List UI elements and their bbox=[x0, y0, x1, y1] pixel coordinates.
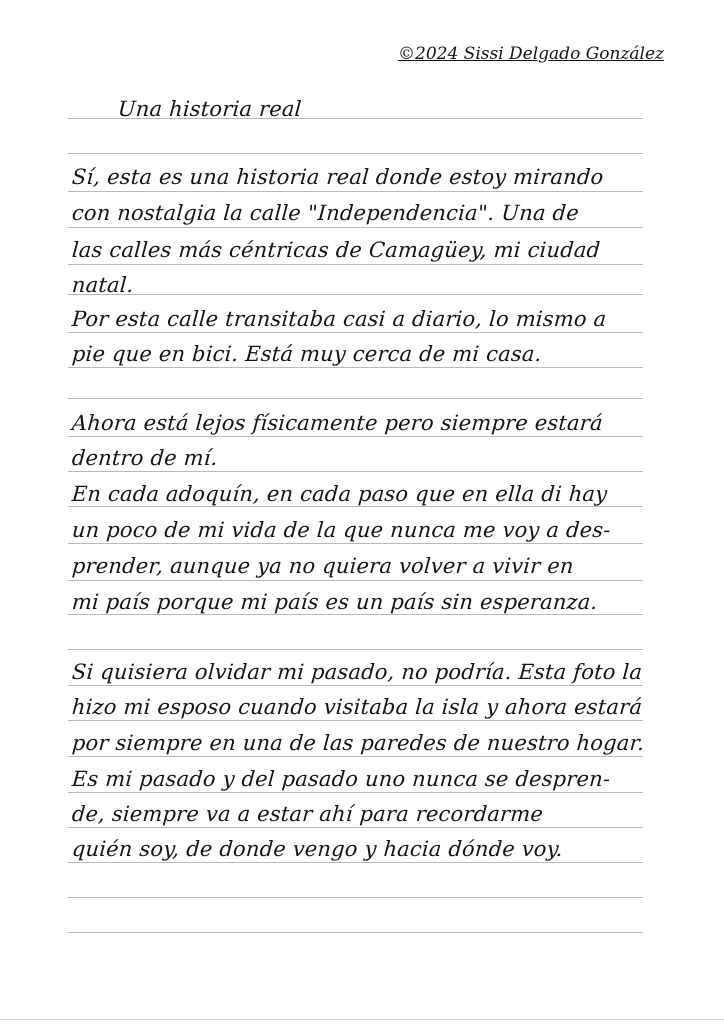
text-line: por siempre en una de las paredes de nuestro hogar. bbox=[71, 731, 646, 755]
text-line: Sí, esta es una historia real donde estoy mirando bbox=[71, 165, 605, 189]
ruled-line bbox=[68, 191, 643, 192]
ruled-line bbox=[68, 827, 643, 828]
text-line: En cada adoquín, en cada paso que en ella di hay bbox=[71, 482, 609, 506]
ruled-line bbox=[68, 543, 643, 544]
ruled-line bbox=[68, 756, 643, 757]
text-line: las calles más céntricas de Camagüey, mi ciudad bbox=[71, 238, 602, 262]
text-line: Si quisiera olvidar mi pasado, no podría. Esta foto la bbox=[71, 660, 644, 684]
ruled-line bbox=[68, 294, 643, 295]
text-line: hizo mi esposo cuando visitaba la isla y ahora estará bbox=[71, 695, 644, 719]
ruled-line bbox=[68, 471, 643, 472]
page-title: Una historia real bbox=[117, 97, 303, 121]
text-line: un poco de mi vida de la que nunca me voy a des- bbox=[71, 518, 612, 542]
page-edge bbox=[0, 1019, 724, 1020]
text-line: dentro de mí. bbox=[71, 446, 219, 470]
ruled-line bbox=[68, 792, 643, 793]
text-line: Ahora está lejos físicamente pero siempre estará bbox=[71, 411, 604, 435]
ruled-line bbox=[68, 897, 643, 898]
ruled-line bbox=[68, 264, 643, 265]
ruled-line bbox=[68, 649, 643, 650]
ruled-line bbox=[68, 227, 643, 228]
copyright-notice: ©2024 Sissi Delgado González bbox=[398, 44, 665, 64]
text-line: Es mi pasado y del pasado uno nunca se despren- bbox=[71, 767, 612, 791]
text-line: pie que en bici. Está muy cerca de mi casa. bbox=[71, 342, 543, 366]
text-line: de, siempre va a estar ahí para recordarme bbox=[71, 802, 544, 826]
ruled-line bbox=[68, 398, 643, 399]
ruled-line bbox=[68, 580, 643, 581]
ruled-line bbox=[68, 720, 643, 721]
ruled-line bbox=[68, 932, 643, 933]
text-line: prender, aunque ya no quiera volver a vivir en bbox=[71, 554, 575, 578]
text-line: quién soy, de donde vengo y hacia dónde voy. bbox=[71, 837, 564, 861]
ruled-line bbox=[68, 153, 643, 154]
ruled-line bbox=[68, 685, 643, 686]
text-line: natal. bbox=[71, 273, 135, 297]
ruled-line bbox=[68, 367, 643, 368]
ruled-line bbox=[68, 436, 643, 437]
text-line: Por esta calle transitaba casi a diario, lo mismo a bbox=[71, 307, 608, 331]
text-line: mi país porque mi país es un país sin esperanza. bbox=[71, 590, 599, 614]
ruled-line bbox=[68, 862, 643, 863]
ruled-line bbox=[68, 332, 643, 333]
text-line: con nostalgia la calle "Independencia". Una de bbox=[71, 201, 580, 225]
